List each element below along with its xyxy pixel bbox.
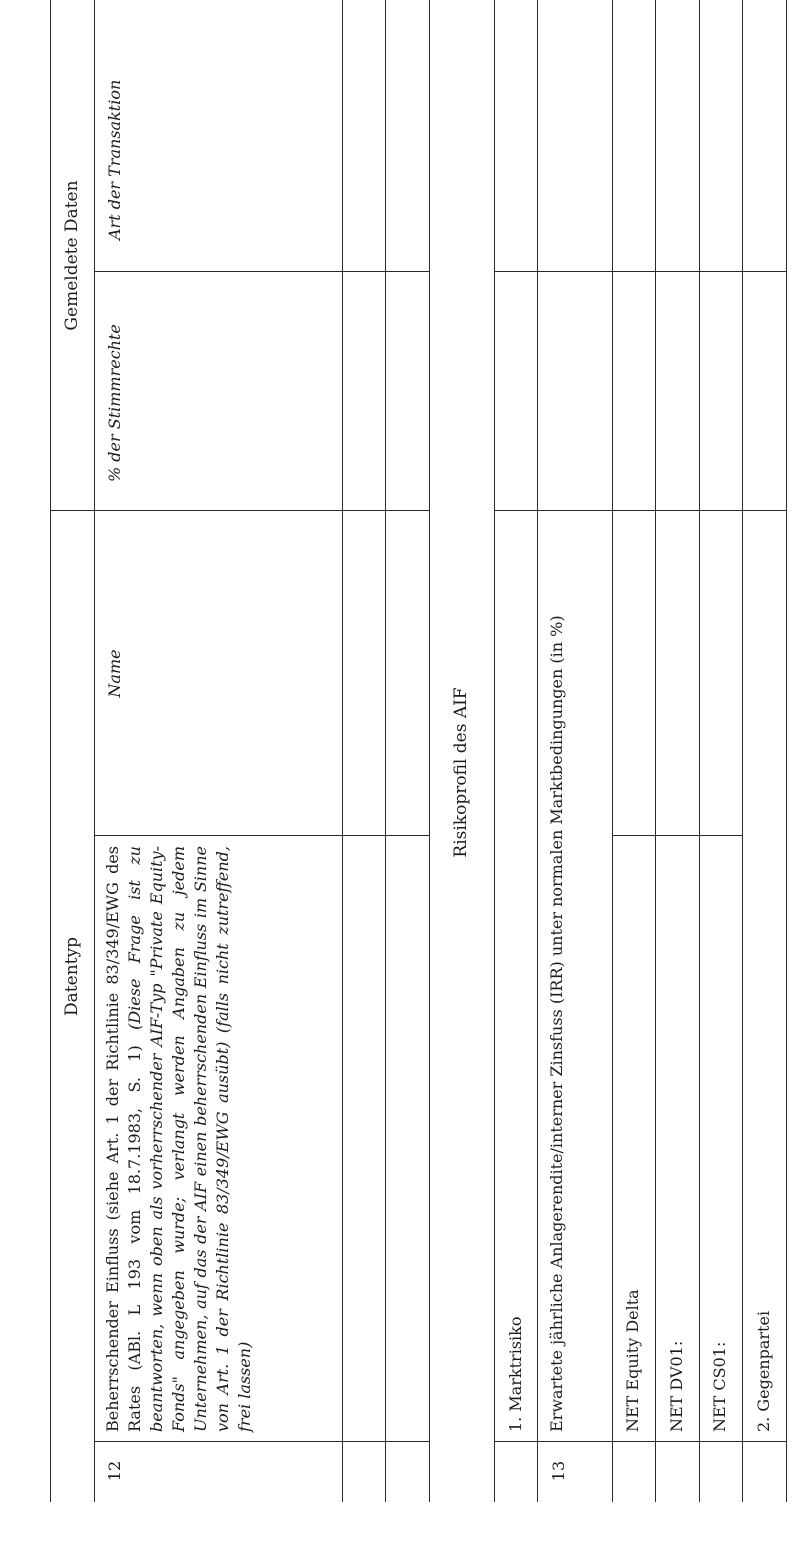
rule <box>94 835 429 836</box>
rule <box>655 0 656 1502</box>
header-datentyp: Datentyp <box>62 937 82 1016</box>
row12-main-text: Beherrschender Einfluss (siehe Art. 1 der Richtlinie 83/349/EWG des Rates (ABl. L 193 vom 18.7.1983, S. 1) <box>103 846 144 1432</box>
rule <box>494 1441 786 1442</box>
rule <box>612 0 613 1502</box>
row12-italic-note: (Diese Frage ist zu beantworten, wenn oben als vorherrschender AIF-Typ "Private Equity-Fonds" angegeben wurde; verlangt werden Angaben zu jedem Unternehmen, auf das der AIF einen beherrschenden Einfluss im Sinne von Art. 1 der Richtlinie 83/349/EWG ausübt) (falls nicht zutreffend, frei lassen) <box>125 846 254 1432</box>
row12-description <box>102 846 256 1432</box>
header-gemeldete-daten: Gemeldete Daten <box>62 180 82 331</box>
rule <box>94 1 95 272</box>
rule <box>612 835 742 836</box>
rule <box>786 0 787 1502</box>
rule <box>385 0 386 1502</box>
row13-description: Erwartete jährliche Anlagerendite/interner Zinsfuss (IRR) unter normalen Marktbedingungen (in %) <box>547 615 566 1432</box>
rule <box>699 0 700 1502</box>
net-dv01-label: NET DV01: <box>667 1340 686 1432</box>
rule <box>94 271 429 272</box>
net-cs01-label: NET CS01: <box>710 1341 729 1432</box>
section-title: Risikoprofil des AIF <box>451 687 471 858</box>
rule <box>429 0 430 1502</box>
net-equity-delta-label: NET Equity Delta <box>623 1289 642 1432</box>
row-number: 12 <box>105 1460 124 1482</box>
rule <box>742 0 743 1502</box>
header-name: Name <box>105 649 124 698</box>
rule <box>494 271 786 272</box>
rule <box>494 0 495 1502</box>
marktrisiko-heading: 1. Marktrisiko <box>506 1316 525 1432</box>
rule <box>50 0 51 1502</box>
header-transaktion: Art der Transaktion <box>105 79 124 240</box>
rule <box>94 1441 429 1442</box>
row-number: 13 <box>549 1460 568 1482</box>
header-stimmrechte: % der Stimmrechte <box>105 324 124 482</box>
rule <box>342 0 343 1502</box>
gegenpartei-heading: 2. Gegenpartei <box>754 1310 773 1432</box>
rule <box>494 510 786 511</box>
rule <box>537 0 538 1502</box>
